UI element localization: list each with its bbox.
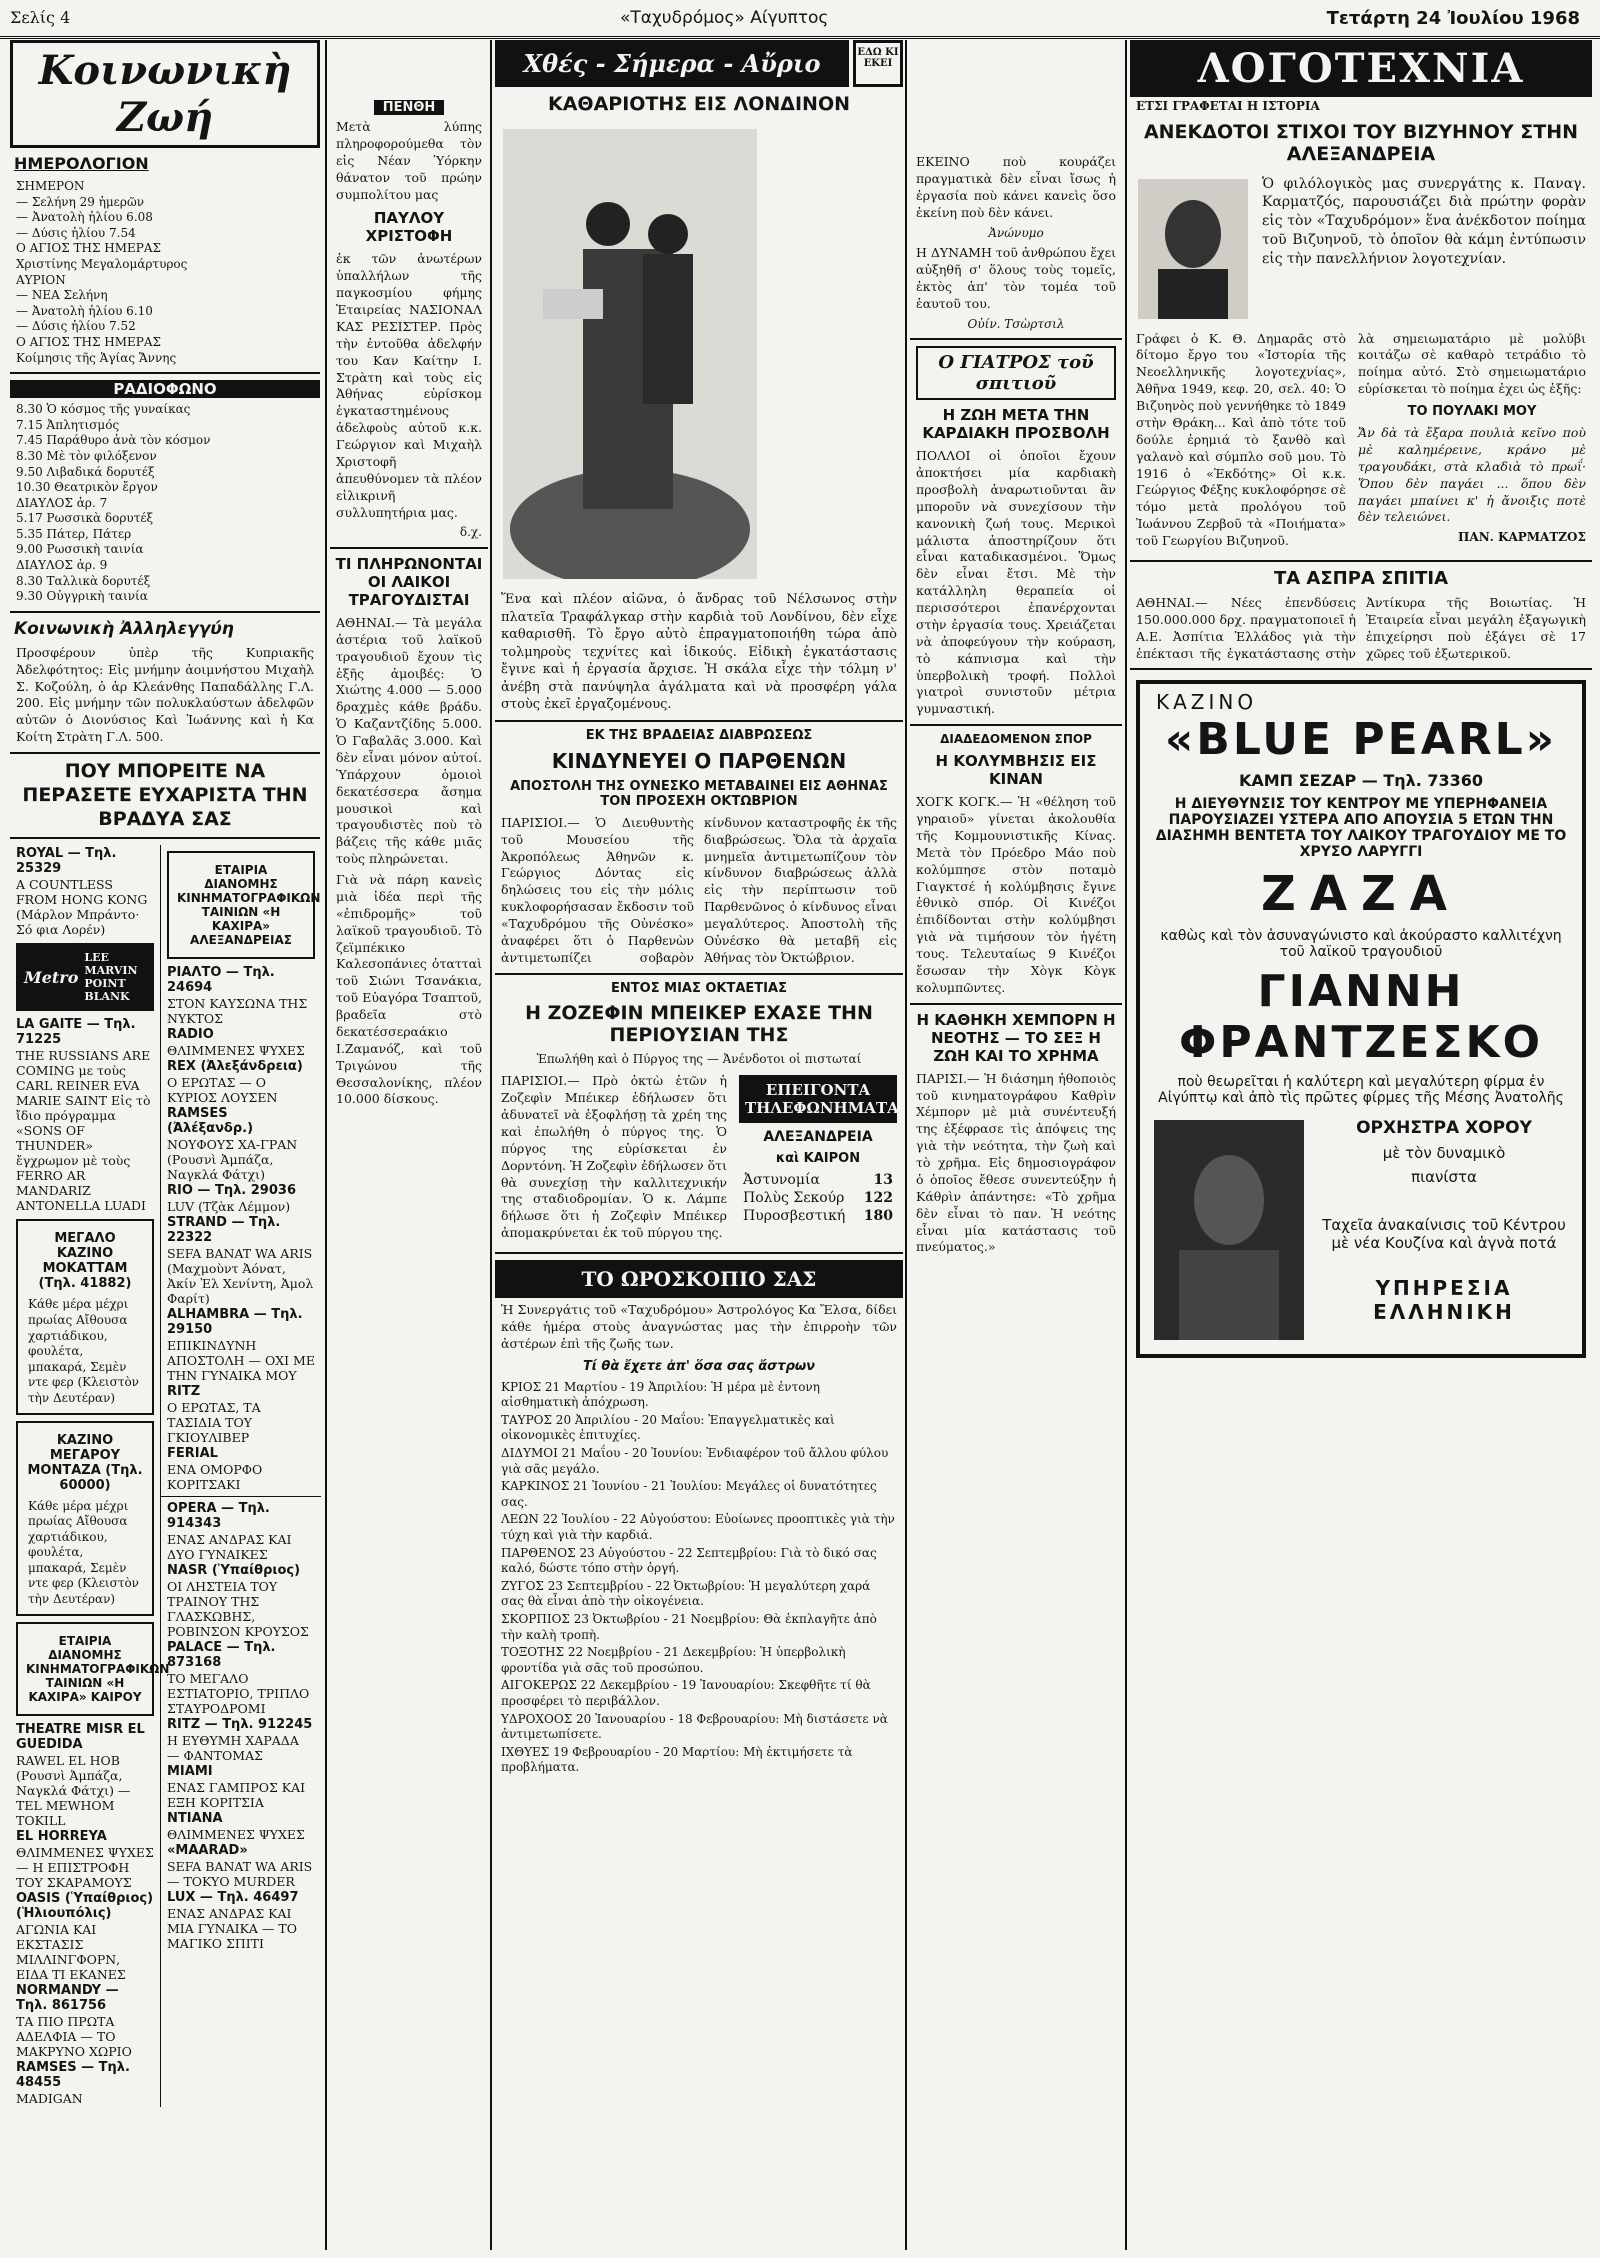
radio-line: 9.50 Λιβαδικά δορυτέξ — [16, 464, 155, 479]
newspaper-name: «Ταχυδρόμος» Αίγυπτος — [620, 8, 829, 28]
emergency-phones-box — [733, 1069, 903, 1246]
radio-line: 9.30 Οὐγγρικὴ ταινία — [16, 589, 148, 604]
cinema-film: ΟΙ ΛΗΣΤΕΙΑ ΤΟΥ ΤΡΑΙΝΟΥ ΤΗΣ ΓΛΑΣΚΩΒΗΣ, ΡΟΒΙΝΣΟΝ ΚΡΟΥΣΟΣ — [167, 1579, 309, 1640]
phones-city-1: ΑΛΕΞΑΝΔΡΕΙΑ — [763, 1129, 873, 1146]
cinema-film: ΑΓΩΝΙΑ ΚΑΙ ΕΚΣΤΑΣΙΣ ΜΙΛΛΙΝΓΦΟΡΝ, ΕΙΔΑ ΤΙ ΕΚΑΝΕΣ — [16, 1921, 126, 1982]
calendar-line: Χριστίνης Μεγαλομάρτυρος — [16, 256, 188, 271]
column-rule — [490, 40, 492, 2250]
calendar-line: ΑΥΡΙΟΝ — [16, 272, 66, 287]
kahira-cairo-box — [16, 1622, 170, 1716]
radio-line: 7.15 Ἀπλητισμός — [16, 417, 120, 432]
baker-row — [495, 1069, 903, 1246]
baker-subtitle: Ἐπωλήθη καὶ ὁ Πύργος της — Ἀνένδοτοι οἱ πιστωταί — [536, 1051, 862, 1066]
column-rule — [325, 40, 327, 2250]
blue-pearl-star2-line1: ΓΙΑΝΝΗ — [1257, 966, 1465, 1018]
cinema-film: Ο ΕΡΩΤΑΣ, ΤΑ ΤΑΣΙΔΙΑ ΤΟΥ ΓΚΙΟΥΛΙΒΕΡ — [167, 1400, 261, 1446]
listings-row — [10, 845, 320, 2106]
mourning-text: Μετὰ λύπης πληροφορούμεθα τὸν εἰς Νέαν Ὑόρκην θάνατον τοῦ πρώην συμπολίτου μας — [336, 119, 482, 202]
cinema-name: RAMSES (Ἀλέξανδρ.) — [167, 1106, 254, 1137]
london-story-title: ΚΑΘΑΡΙΟΤΗΣ ΕΙΣ ΛΟΝΔΙΝΟΝ — [547, 93, 850, 115]
horoscope-sign: ΖΥΓΟΣ 23 Σεπτεμβρίου - 22 Ὀκτωβρίου: Ἡ μεγαλύτερη χαρά σας θὰ εἶναι ἀπὸ τὴν οἰκογένεια. — [501, 1578, 871, 1609]
radio-line: 9.00 Ρωσσικὴ ταινία — [16, 542, 144, 557]
poem-sign: ΠΑΝ. ΚΑΡΜΑΤΖΟΣ — [1458, 530, 1586, 545]
calendar-line: — Σελήνη 29 ἡμερῶν — [16, 194, 145, 209]
phone-row — [743, 1190, 893, 1206]
cinema-name: OPERA — Τηλ. 914343 — [167, 1501, 270, 1532]
blue-pearl-star: ΖΑΖΑ — [1261, 866, 1461, 923]
blue-pearl-name: «BLUE PEARL» — [1164, 714, 1558, 766]
phones-list — [733, 1172, 903, 1224]
horoscope-sign: ΠΑΡΘΕΝΟΣ 23 Αὐγούστου - 22 Σεπτεμβρίου: Γιὰ τὸ δικό σας καλό, δώστε τόπο στὴν ὀργή. — [501, 1545, 877, 1576]
kahira-alex-title: ΕΤΑΙΡΙΑ ΔΙΑΝΟΜΗΣ ΚΙΝΗΜΑΤΟΓΡΑΦΙΚΩΝ ΤΑΙΝΙΩΝ «Η ΚΑΧΙΡΑ» ΑΛΕΞΑΝΔΡΕΙΑΣ — [177, 863, 321, 948]
phones-city-2: καὶ ΚΑΙΡΟΝ — [775, 1151, 861, 1167]
cairo-cinema-list — [10, 1722, 160, 2106]
where-to-go-title: ΠΟΥ ΜΠΟΡΕΙΤΕ ΝΑ ΠΕΡΑΣΕΤΕ ΕΥΧΑΡΙΣΤΑ ΤΗΝ ΒΡΑΔΥΑ ΣΑΣ — [22, 760, 308, 830]
parthenon-kicker: ΕΚ ΤΗΣ ΒΡΑΔΕΙΑΣ ΔΙΑΒΡΩΣΕΩΣ — [585, 727, 813, 743]
radio-line: 10.30 Θεατρικὸν ἔργον — [16, 480, 158, 495]
emergency-phones-banner: ΕΠΕΙΓΟΝΤΑ ΤΗΛΕΦΩΝΗΜΑΤΑ — [739, 1075, 897, 1123]
london-caption: Ἕνα καὶ πλέον αἰῶνα, ὁ ἄνδρας τοῦ Νέλσωνος στὴν πλατεῖα Τραφάλγκαρ στὴν καρδιὰ τοῦ Λονδίνου, δὲν εἶχε καθαρισθῆ. Τὸ ἔργο αὐτὸ ἐπραγματοποιήθη τώρα ἀπὸ τολμηροὺς τεχνίτες καὶ ἰδικούς. Εἰδικὴ ἐγκατάστασις ἔγινε καὶ ἡ ἐργασία ἄρχισε. Ἡ σκάλα εἶχε τὴν τόλμη ν' ἀνέβη στὰ πανύψηλα ἀγάλματα καὶ νὰ προσφέρη γάλα στοὺς ἐκεῖ ἐργαζομένους. — [501, 592, 897, 713]
singers-pay-text: ΑΘΗΝΑΙ.— Τὰ μεγάλα ἀστέρια τοῦ λαϊκοῦ τραγουδιοῦ ἔχουν τὶς ἑξῆς ἀμοιβές: Ὁ Χιώτης 4.000 — 5.000 δραχμὲς κάθε βράδυ. Ὁ Καζαντζίδης 5.000. Ὁ Γαβαλᾶς 3.000. Καὶ δὲν εἶναι μόνον αὐτοί. Ὑπάρχουν ὁμοιοὶ δεκατέσσερα ἄσημα μουσικοὶ καὶ τραγουδιστὲς ποὺ τὸ βάζεις τῆς κάθε μιᾶς τοὺς πληρώνεται. — [336, 614, 482, 867]
mourning-text-2: ἐκ τῶν ἀνωτέρων ὑπαλλήλων τῆς παγκοσμίου φήμης Ἑταιρείας ΝΑΣΙΟΝΑΛ ΚΑΣ ΡΕΣΙΣΤΕΡ. Πρὸς τὴν ἐντοῦθα ἀδελφήν του Καν Καίτην Ι. Στρὰτη καὶ τοὺς εἰς Ἀθήνας εὑρίσκομ ἐγκαταστημένους ἀδελφοὺς αὐτοῦ κ.κ. Γεώργιον καὶ Μιχαὴλ Χριστοφῆ ἀπευθύνομεν τὰ πλέον εἰλικρινῆ συλλυπητήρια μας. — [336, 251, 482, 520]
cinema-film: Η ΕΥΘΥΜΗ ΧΑΡΑΔΑ — ΦΑΝΤΟΜΑΣ — [167, 1733, 299, 1764]
cinema-name: NASR (Ὑπαίθριος) — [167, 1563, 301, 1579]
column-rule — [1125, 40, 1127, 2250]
pianist-illustration — [1154, 1120, 1304, 1340]
solidarity-text: Προσφέρουν ὑπὲρ τῆς Κυπριακῆς Ἀδελφότητος: Εἰς μνήμην ἀοιμνήστου Μιχαὴλ Σ. Κοζούλη, ὁ ἀρ Κλεάνθης Παπαδάλλης Γ.Λ. 200. Εἰς μνήμην τῶν πολυκλαύστων ἀδελφῶν αὐτῶν ὁ Διονύσιος Καὶ Ἰωάννης καὶ ἡ Κα Κοίτη Στρὰτη Γ.Λ. 500. — [16, 644, 314, 745]
phone-row — [743, 1172, 893, 1188]
cinema-name: MIAMI — [167, 1764, 213, 1780]
cinema-film: MADIGAN — [16, 2090, 83, 2106]
portrait-illustration — [1138, 179, 1248, 319]
cairo-cinema-list-2 — [161, 1501, 321, 1951]
nelson-statue-illustration — [503, 129, 757, 579]
vizyinos-portrait — [1138, 179, 1248, 319]
singers-pay-text-2: Γιὰ νὰ πάρη κανεὶς μιὰ ἰδέα περὶ τῆς «ἐπιδρομῆς» τοῦ λαϊκοῦ τραγουδιοῦ. Τὸ ζεϊμπέκικο Καλεσοπάνιες ὀτατταὶ τοῦ Σιώνι Τσανάκια, τοῦ Εὐαγόρα Τσαπτοῦ, βραδεῖα στὸ δεκατέσσεραάκιο Ι.Ζαμανόζ, καὶ τοῦ Τριγώνου τῆς Θεσσαλονίκης, πλέον 10.000 δίσκους. — [336, 872, 482, 1107]
cinema-film: ΕΝΑΣ ΑΝΔΡΑΣ ΚΑΙ ΔΥΟ ΓΥΝΑΙΚΕΣ — [167, 1532, 292, 1563]
cinema-film: ΣΤΟΝ ΚΑΥΣΩΝΑ ΤΗΣ ΝΥΚΤΟΣ — [167, 996, 308, 1027]
calendar-line: — Δύσις ἡλίου 7.52 — [16, 319, 136, 334]
orchestra-title: ΟΡΧΗΣΤΡΑ ΧΟΡΟΥ — [1356, 1118, 1532, 1139]
cinema-la-gaite-film: THE RUSSIANS ARE COMING με τοὺς CARL REINER EVA MARIE SAINT Εἰς τὸ ἴδιο πρόγραμμα «SONS OF THUNDER» ἔγχρωμον μὲ τοὺς FERRO AR MANDARIZ ANTONELLA LUADI — [16, 1048, 151, 1214]
phone-row — [743, 1208, 893, 1224]
cinema-name: FERIAL — [167, 1446, 218, 1462]
phone-number: 122 — [863, 1190, 893, 1207]
calendar-list — [10, 179, 320, 366]
calendar-line: — Ἀνατολὴ ἡλίου 6.10 — [16, 303, 153, 318]
radio-line: 8.30 Μὲ τὸν φιλόξενον — [16, 448, 157, 463]
phone-label: Πολὺς Σεκούρ — [743, 1190, 845, 1207]
blue-pearl-address: ΚΑΜΠ ΣΕΖΑΡ — Τηλ. 73360 — [1238, 771, 1484, 791]
metro-badge: Metro — [24, 967, 79, 987]
cinema-name: STRAND — Τηλ. 22322 — [167, 1215, 281, 1246]
cinema-film: SEFA BANAT WA ARIS (Μαχμοὺντ Ἀόνατ, Ἀκίν Ἐλ Χενίντη, Ἀμολ Φαρίτ) — [167, 1246, 314, 1307]
orchestra-line-2: μὲ τὸν δυναμικὸ — [1382, 1144, 1506, 1163]
cinema-film: ΕΠΙΚΙΝΔΥΝΗ ΑΠΟΣΤΟΛΗ — ΟΧΙ ΜΕ ΤΗΝ ΓΥΝΑΙΚΑ ΜΟΥ — [167, 1338, 315, 1384]
radio-title: ΡΑΔΙΟΦΩΝΟ — [10, 380, 320, 398]
yesterday-today-banner-row — [495, 40, 903, 87]
blue-pearl-kazino: ΚΑΖΙΝΟ — [1156, 690, 1258, 715]
blue-pearl-bottom — [1146, 1112, 1576, 1348]
cinema-film: ΤΑ ΠΙΟ ΠΡΩΤΑ ΑΔΕΛΦΙΑ — ΤΟ ΜΑΚΡΥΝΟ ΧΩΡΙΟ — [16, 2013, 132, 2059]
radio-line: 5.17 Ρωσσικὰ δορυτέξ — [16, 511, 154, 526]
horoscope-sign: ΚΡΙΟΣ 21 Μαρτίου - 19 Ἀπριλίου: Ἡ μέρα μὲ ἐντονη αἰσθηματικὴ ἀπόχρωση. — [501, 1379, 820, 1410]
greek-service: ΥΠΗΡΕΣΙΑ ΕΛΛΗΝΙΚΗ — [1373, 1276, 1515, 1325]
cinema-film: ΘΛΙΜΜΕΝΕΣ ΨΥΧΕΣ — Η ΕΠΙΣΤΡΟΦΗ ΤΟΥ ΣΚΑΡΑΜΟΥΣ — [16, 1844, 154, 1890]
cinema-name: RIO — Τηλ. 29036 — [167, 1183, 296, 1199]
sport-title: Η ΚΟΛΥΜΒΗΣΙΣ ΕΙΣ ΚΙΝΑΝ — [935, 752, 1097, 789]
cinema-name: LUX — Τηλ. 46497 — [167, 1890, 299, 1906]
literature-title: ΑΝΕΚΔΟΤΟΙ ΣΤΙΧΟΙ ΤΟΥ ΒΙΖΥΗΝΟΥ ΣΤΗΝ ΑΛΕΞΑΝΔΡΕΙΑ — [1143, 120, 1579, 165]
baker-kicker: ΕΝΤΟΣ ΜΙΑΣ ΟΚΤΑΕΤΙΑΣ — [611, 980, 787, 996]
cinema-film: ΕΝΑΣ ΓΑΜΠΡΟΣ ΚΑΙ ΕΞΗ ΚΟΡΙΤΣΙΑ — [167, 1780, 306, 1811]
hepburn-title: Η ΚΑΘΗΚΗ ΧΕΜΠΟΡΝ Η ΝΕΟΤΗΣ — ΤΟ ΣΕΞ Η ΖΩΗ ΚΑΙ ΤΟ ΧΡΗΜΑ — [916, 1010, 1116, 1065]
issue-date: Τετάρτη 24 Ἰουλίου 1968 — [1326, 8, 1580, 29]
cinema-name: RITZ — Τηλ. 912245 — [167, 1717, 313, 1733]
horoscope-sign: ΚΑΡΚΙΝΟΣ 21 Ἰουνίου - 21 Ἰουλίου: Μεγάλες οἱ δυνατότητες σας. — [501, 1479, 877, 1509]
cinema-la-gaite: LA GAITE — Τηλ. 71225 — [16, 1017, 136, 1048]
kahira-cairo-title: ΕΤΑΙΡΙΑ ΔΙΑΝΟΜΗΣ ΚΙΝΗΜΑΤΟΓΡΑΦΙΚΩΝ ΤΑΙΝΙΩΝ «Η ΚΑΧΙΡΑ» ΚΑΙΡΟΥ — [26, 1633, 170, 1704]
cinema-royal: ROYAL — Τηλ. 25329 — [16, 846, 117, 877]
quote-2: Η ΔΥΝΑΜΗ τοῦ ἀνθρώπου ἔχει αὐξηθῆ σ' ὅλους τοὺς τομεῖς, ἐκτὸς ἀπ' τὸν τομέα τοῦ ἑαυτοῦ του. — [916, 245, 1116, 311]
cinema-film: ΕΝΑΣ ΑΝΔΡΑΣ ΚΑΙ ΜΙΑ ΓΥΝΑΙΚΑ — ΤΟ ΜΑΓΙΚΟ ΣΠΙΤΙ — [167, 1906, 297, 1952]
horoscope-sign: ΔΙΔΥΜΟΙ 21 Μαΐου - 20 Ἰουνίου: Ἐνδιαφέρον τοῦ ἄλλου φύλου γιὰ σᾶς μεγάλο. — [501, 1446, 889, 1476]
poem-title: ΤΟ ΠΟΥΛΑΚΙ ΜΟΥ — [1407, 404, 1537, 420]
radio-line: 7.45 Παράθυρο ἀνὰ τὸν κόσμον — [16, 433, 211, 448]
parthenon-text: ΠΑΡΙΣΙΟΙ.— Ὁ Διευθυντὴς τοῦ Μουσείου τῆς Ἀκροπόλεως Ἀθηνῶν κ. Γεώργιος Δόντας εἰς δηλώσεις του εἰς τὴν μόλις κυκλοφορήσασαν ἔκδοσιν τοῦ «Ταχυδρόμου τῆς Οὐνέσκο» ἀναφέρει ὅτι ὁ Παρθενὼν ἀντιμετωπίζει σοβαρὸν κίνδυνον καταστροφῆς ἐκ τῆς διαβρώσεως. Ὅλα τὰ ἀρχαῖα μνημεῖα ἀντιμετωπίζουν τὸν κίνδυνον διαβρώσεως ἀλλὰ εἰς τὴν περίπτωσιν τοῦ Παρθενῶνος ὁ κίνδυνος εἶναι μεγαλύτερος. Ἀποστολὴ τῆς Οὐνέσκο θὰ μεταβῆ εἰς Ἀθήνας τὸν Ὀκτώβριον. — [501, 814, 897, 965]
doctor-banner: Ο ΓΙΑΤΡΟΣ τοῦ σπιτιοῦ — [916, 346, 1116, 400]
kazino-mokattam-title: ΜΕΓΑΛΟ ΚΑΖΙΝΟ ΜΟΚΑΤΤΑΜ (Τηλ. 41882) — [38, 1231, 132, 1292]
cinema-name: ΝΤΙΑΝΑ — [167, 1811, 223, 1827]
cinema-name: ALHAMBRA — Τηλ. 29150 — [167, 1307, 303, 1338]
nelson-statue-photo — [503, 129, 757, 579]
calendar-line: Ο ΑΓΙΟΣ ΤΗΣ ΗΜΕΡΑΣ — [16, 334, 162, 349]
blue-pearl-text-2: καθὼς καὶ τὸν ἀσυναγώνιστο καὶ ἀκούραστο καλλιτέχνη τοῦ λαϊκοῦ τραγουδιοῦ — [1160, 928, 1562, 961]
literature-body — [1130, 327, 1592, 554]
doctor-title: Η ΖΩΗ ΜΕΤΑ ΤΗΝ ΚΑΡΔΙΑΚΗ ΠΡΟΣΒΟΛΗ — [922, 406, 1110, 443]
cinema-film: ΤΟ ΜΕΓΑΛΟ ΕΣΤΙΑΤΟΡΙΟ, ΤΡΙΠΛΟ ΣΤΑΥΡΟΔΡΟΜΙ — [167, 1671, 310, 1717]
hepburn-text: ΠΑΡΙΣΙ.— Ἡ διάσημη ἠθοποιὸς τοῦ κινηματογράφου Καθρὶν Χέμπορν μὲ μιὰ συνέντευξή της ἐξέφρασε τὶς ἀπόψεις της γιὰ τὴν νεότητα, τὴν ζωὴ καὶ τὸ χρῆμα. Εἰς δημοσιογράφον ὁ ὁποῖος ἔθεσε συνεντεύξην ἡ Κάθρὶν ἀπάντησε: «Τὸ χρῆμα δὲν εἶναι τὸ παν. Ἡ νεότης εἶναι μία κατάστασις τοῦ πνεύματος.» — [916, 1070, 1116, 1255]
renovation-text: Ταχεῖα ἀνακαίνισις τοῦ Κέντρου μὲ νέα Κουζίνα καὶ ἁγνὰ ποτά — [1322, 1216, 1566, 1253]
horoscope-sign: ΤΑΥΡΟΣ 20 Ἀπριλίου - 20 Μαΐου: Ἐπαγγελματικὲς καὶ οἰκονομικὲς ἐπιτυχίες. — [501, 1412, 835, 1443]
quote-1: ΕΚΕΙΝΟ ποὺ κουράζει πραγματικὰ δὲν εἶναι ἴσως ἡ ἐργασία ποὺ κάνει κανεὶς ὅσο ἐκείνη ποὺ δὲν κάνει. — [916, 154, 1116, 220]
cinema-name: ΡΙΑΛΤΟ — Τηλ. 24694 — [167, 965, 275, 996]
pianist-photo — [1154, 1120, 1304, 1340]
phone-label: Πυροσβεστική — [743, 1208, 846, 1225]
quotes-doctor-column — [910, 150, 1122, 1260]
calendar-line: — Δύσις ἡλίου 7.54 — [16, 225, 136, 240]
cinema-film: SEFA BANAT WA ARIS — TOKYO MURDER — [167, 1859, 313, 1890]
cinema-name: «MAARAD» — [167, 1843, 248, 1859]
cinema-name: EL HORREYA — [16, 1828, 107, 1844]
phone-label: Ἀστυνομία — [743, 1172, 820, 1189]
column-rule — [905, 40, 907, 2250]
horoscope-sign: ΙΧΘΥΕΣ 19 Φεβρουαρίου - 20 Μαρτίου: Μὴ ἐκτιμήσετε τὰ προβλήματα. — [501, 1744, 853, 1775]
radio-list — [10, 402, 320, 605]
literature-banner: ΛΟΓΟΤΕΧΝΙΑ — [1130, 40, 1592, 97]
kazino-montaza-text: Κάθε μέρα μέχρι πρωίας Αἴθουσα χαρτιάδικου, φουλέτα, μπακαρά, Σεμὲν ντε φερ (Κλειστὸν τὴν Δευτέραν) — [28, 1498, 139, 1607]
mourning-name: ΠΑΥΛΟΥ ΧΡΙΣΤΟΦΗ — [365, 209, 453, 246]
cinema-name: RADIO — [167, 1027, 214, 1043]
mourning-column — [330, 100, 488, 1112]
phone-number: 180 — [863, 1208, 893, 1225]
cinema-film: LUV (Τζὰκ Λέμμον) — [167, 1199, 291, 1215]
yesterday-today-column — [495, 40, 903, 1778]
calendar-title: ΗΜΕΡΟΛΟΓΙΟΝ — [14, 154, 149, 173]
baker-title: Η ΖΟΖΕΦΙΝ ΜΠΕΙΚΕΡ ΕΧΑΣΕ ΤΗΝ ΠΕΡΙΟΥΣΙΑΝ ΤΗΣ — [525, 1001, 873, 1046]
radio-line: ΔΙΑΥΛΟΣ ἀρ. 9 — [16, 558, 108, 573]
parthenon-subtitle: ΑΠΟΣΤΟΛΗ ΤΗΣ ΟΥΝΕΣΚΟ ΜΕΤΑΒΑΙΝΕΙ ΕΙΣ ΑΘΗΝΑΣ ΤΟΝ ΠΡΟΣΕΧΗ ΟΚΤΩΒΡΙΟΝ — [510, 778, 888, 809]
kahira-alex-box — [167, 851, 321, 959]
mourning-title: ΠΕΝΘΗ — [374, 100, 444, 115]
metro-film: LEE MARVIN POINT BLANK — [84, 951, 138, 1004]
horoscope-sign: ΑΙΓΟΚΕΡΩΣ 22 Δεκεμβρίου - 19 Ἰανουαρίου: Σκεφθῆτε τί θὰ προσφέρει τὸ περιβάλλον. — [501, 1678, 871, 1708]
kazino-montaza-ad — [16, 1421, 154, 1616]
page-number: Σελίς 4 — [10, 8, 71, 27]
phone-number: 13 — [873, 1172, 893, 1189]
calendar-line: — ΝΕΑ Σελήνη — [16, 288, 108, 303]
kazino-montaza-title: ΚΑΖΙΝΟ ΜΕΓΑΡΟΥ ΜΟΝΤΑΖΑ (Τηλ. 60000) — [27, 1432, 143, 1493]
sport-text: ΧΟΓΚ ΚΟΓΚ.— Ἡ «θέληση τοῦ γηραιοῦ» γίνεται ἀκολουθία τῆς Κομμουνιστικῆς Κίνας. Μετὰ τὸν Πρόεδρο Μάο ποὺ κολύμπησε στὸν ποταμὸ Γιαγκτσέ ἡ κολύμβησις ἔγινε ἐθνικὸ σπόρ. Οἱ Κινέζοι ἐπιδίδονται στὴν κολύμβησι γιὰ νὰ τιμήσουν τὸν ἡγέτη τους. Τελευταίως 9 Κινέζοι ἔσωσαν τὴν Χὸγκ Κὸγκ κολυμπῶντες. — [916, 794, 1116, 995]
singers-pay-title: ΤΙ ΠΛΗΡΩΝΟΝΤΑΙ ΟΙ ΛΑΙΚΟΙ ΤΡΑΓΟΥΔΙΣΤΑΙ — [335, 554, 483, 609]
cinema-name: REX (Ἀλεξάνδρεια) — [167, 1059, 303, 1075]
metro-ad — [16, 943, 154, 1011]
short-column-filler — [765, 121, 903, 587]
orchestra-line-3: πιανίστα — [1411, 1168, 1477, 1187]
cinema-name: OASIS (Ὑπαίθριος) (Ἡλιουπόλις) — [16, 1890, 154, 1921]
cinema-film: ΘΛΙΜΜΕΝΕΣ ΨΥΧΕΣ — [167, 1827, 305, 1843]
mourning-sign: δ.χ. — [459, 525, 482, 540]
horoscope-sign: ΤΟΞΟΤΗΣ 22 Νοεμβρίου - 21 Δεκεμβρίου: Ἡ ὑπερβολικὴ φροντίδα γιὰ σᾶς τοῦ προσώπου. — [501, 1645, 846, 1675]
literature-column — [1130, 40, 1592, 1368]
radio-line: ΔΙΑΥΛΟΣ ἀρ. 7 — [16, 495, 108, 510]
cinema-name: RITZ — [167, 1384, 201, 1400]
social-life-banner: Κοινωνικὴ Ζωή — [10, 40, 320, 148]
horoscope-intro: Ἡ Συνεργάτις τοῦ «Ταχυδρόμου» Ἀστρολόγος Κα Ἔλσα, δίδει κάθε ἡμέρα στοὺς ἀναγνώστας μας τὴν ἐπιρροὴν τῶν ἀστέρων ἐπὶ τῆς ζωῆς των. — [501, 1302, 897, 1351]
poem-text: Ἄν δὰ τὰ ἔξαρα πουλιὰ κεῖνο ποὺ μὲ καλημέρεινε, κράνο μὲ τραγουδάκι, στὰ κλαδιὰ τὸ πρωΐ· Ὅπου δὲν παγάει ... ὅπου δὲν παγάει μπαίνει κ' ἡ ἄνοιξις ποτὲ δὲν τελειώνει. — [1358, 425, 1586, 525]
cinema-name: RAMSES — Τηλ. 48455 — [16, 2059, 130, 2090]
radio-line: 8.30 Ταλλικὰ δορυτέξ — [16, 573, 151, 588]
white-houses-title: ΤΑ ΑΣΠΡΑ ΣΠΙΤΙΑ — [1273, 567, 1449, 589]
blue-pearl-star2-line2: ΦΡΑΝΤΖΕΣΚΟ — [1178, 1017, 1544, 1069]
horoscope-list — [495, 1380, 903, 1776]
cinema-film: ΝΟΥΦΟΥΣ ΧΑ-ΓΡΑΝ (Ρουσνὶ Ἀμπάζα, Ναγκλά Φάτχι) — [167, 1137, 298, 1183]
horoscope-banner: ΤΟ ΩΡΟΣΚΟΠΙΟ ΣΑΣ — [495, 1260, 903, 1298]
calendar-line: Ο ΑΓΙΟΣ ΤΗΣ ΗΜΕΡΑΣ — [16, 241, 162, 256]
horoscope-head: Τί θὰ ἔχετε ἀπ' ὅσα σας ἄστρων — [582, 1358, 816, 1374]
literature-kicker: ΕΤΣΙ ΓΡΑΦΕΤΑΙ Η ΙΣΤΟΡΙΑ — [1136, 99, 1320, 113]
parthenon-title: ΚΙΝΔΥΝΕΥΕΙ Ο ΠΑΡΘΕΝΩΝ — [551, 748, 847, 773]
cinema-film: RAWEL EL HOB (Ρουσνὶ Ἀμπάζα, Ναγκλά Φάτχι) — TEL MEWHOM TOKILL — [16, 1752, 131, 1828]
blue-pearl-ad — [1136, 680, 1586, 1358]
blue-pearl-announcement: Η ΔΙΕΥΘΥΝΣΙΣ ΤΟΥ ΚΕΝΤΡΟΥ ΜΕ ΥΠΕΡΗΦΑΝΕΙΑ ΠΑΡΟΥΣΙΑΖΕΙ ΥΣΤΕΡΑ ΑΠΟ ΑΠΟΥΣΙΑ 5 ΕΤΩΝ ΤΗΝ ΔΙΑΣΗΜΗ ΒΕΝΤΕΤΑ ΤΟΥ ΛΑΙΚΟΥ ΤΡΑΓΟΥΔΙΟΥ ΜΕ ΤΟ ΧΡΥΣΟ ΛΑΡΥΓΓΙ — [1155, 796, 1567, 861]
horoscope-sign: ΛΕΩΝ 22 Ἰουλίου - 22 Αὐγούστου: Εὐοίωνες προοπτικὲς γιὰ τὴν τύχη καὶ γιὰ τὴν καρδιά. — [501, 1512, 895, 1543]
sport-kicker: ΔΙΑΔΕΔΟΜΕΝΟΝ ΣΠΟΡ — [940, 732, 1092, 747]
doctor-text: ΠΟΛΛΟΙ οἱ ὁποῖοι ἔχουν ἀποκτήσει μία καρδιακὴ προσβολὴ ἀναρωτιοῦνται ἂν μποροῦν νὰ συνεχίσουν τὴν κανονικὴ ζωή τους. Μερικοὶ μάλιστα ἀποστηρίζουν ὅτι εἶναι καταδικασμένοι. Ὅμως δὲν εἶναι ἔτσι. Μὲ τὴν κατάλληλη θεραπεία οἱ περισσότεροι ἐπανέρχονται στὴν ἐργασία τους. Χρειάζεται νὰ ἀποφεύγουν τὴν κούραση, τὸ κάπνισμα καὶ τὴν ὑπερβολικὴ τροφή. Πολλοὶ γιατροὶ συνιστοῦν μέτρια γυμναστική. — [916, 448, 1116, 717]
cinema-name: THEATRE MISR EL GUEDIDA — [16, 1721, 145, 1752]
kazino-mokattam-text: Κάθε μέρα μέχρι πρωίας Αἴθουσα χαρτιάδικου, φουλέτα, μπακαρά, Σεμὲν ντε φερ (Κλειστὸν τὴν Δευτέραν) — [28, 1297, 139, 1405]
listings-left — [10, 845, 170, 2106]
cinema-film: ΕΝΑ ΟΜΟΡΦΟ ΚΟΡΙΤΣΑΚΙ — [167, 1462, 263, 1493]
literature-intro: Ὁ φιλόλογικὸς μας συνεργάτης κ. Παναγ. Καρματζός, παρουσιάζει διὰ πρώτην φορὰν εἰς τὸν «Ταχυδρόμον» ἕνα ἀνέκδοτον ποίημα τοῦ Βιζυηνοῦ, τὸ ὁποῖον θὰ κάμη ἐντύπωσιν εἰς τὴν πανελλήνιον λογοτεχνίαν. — [1262, 175, 1586, 268]
listings-right — [160, 845, 321, 2106]
social-life-column — [10, 40, 320, 2107]
calendar-line: — Ἀνατολὴ ἡλίου 6.08 — [16, 210, 153, 225]
cinema-name: PALACE — Τηλ. 873168 — [167, 1640, 276, 1671]
horoscope-sign: ΥΔΡΟΧΟΟΣ 20 Ἰανουαρίου - 18 Φεβρουαρίου: Μὴ διστάσετε νὰ ἀντιμετωπίσετε. — [501, 1711, 888, 1742]
horoscope-sign: ΣΚΟΡΠΙΟΣ 23 Ὀκτωβρίου - 21 Νοεμβρίου: Θὰ ἐκπλαγῆτε ἀπὸ τὴν καλὴ τροπὴ. — [501, 1611, 877, 1642]
yesterday-today-banner: Χθές - Σήμερα - Αὔριο — [495, 40, 849, 87]
radio-line: 5.35 Πάτερ, Πάτερ — [16, 526, 132, 541]
masthead-strip — [0, 0, 1600, 39]
solidarity-title: Κοινωνικὴ Ἀλληλεγγύη — [14, 618, 234, 639]
london-story — [495, 121, 903, 587]
literature-text-2: λὰ σημειωματάριο μὲ μολύβι κοιτάζω σὲ καθαρὸ τετράδιο τὸ ποίημα αὐτό. Στὸ σημειωματάριο εὑρίσκεται τὸ ποίημα ἐχει ὡς ἑξῆς: — [1358, 330, 1586, 397]
blue-pearl-text-3: ποὺ θεωρεῖται ἡ καλύτερη καὶ μεγαλύτερη φίρμα ἐν Αἰγύπτῳ καὶ ἀπὸ τὶς πρῶτες φίρμες τῆς Μέσης Ἀνατολῆς — [1158, 1074, 1564, 1107]
cinema-film: ΘΛΙΜΜΕΝΕΣ ΨΥΧΕΣ — [167, 1043, 305, 1059]
literature-intro-row — [1130, 171, 1592, 327]
baker-text: ΠΑΡΙΣΙΟΙ.— Πρὸ ὀκτὼ ἐτῶν ἡ Ζοζεφὶν Μπέικερ ἐδήλωσεν ὅτι ἀδυνατεῖ νὰ ἐξοφλήσῃ τὰ χρέη της καὶ ἐπωλήθη ὁ πύργος της. Ὁ πύργος της εὑρίσκεται ἐν Δορντόνη. Ἡ Ζοζεφὶν ἐδήλωσεν ὅτι θὰ συνεχίσῃ τὴν καλλιτεχνικήν της σταδιοδρομίαν. Ὁ κ. Λάμπε δήλωσε ὅτι ἡ Ζοζεφὶν Μπέικερ ἀπομακρύνεται ἐκ τοῦ πύργου της. — [501, 1073, 727, 1241]
alex-cinema-list — [161, 965, 321, 1492]
here-there-badge: ΕΔΩ ΚΙ ΕΚΕΙ — [853, 40, 903, 87]
cinema-name: NORMANDY — Τηλ. 861756 — [16, 1982, 119, 2013]
calendar-line: Κοίμησις τῆς Ἁγίας Ἄννης — [16, 350, 177, 365]
radio-line: 8.30 Ὁ κόσμος τῆς γυναίκας — [16, 402, 191, 417]
cinema-royal-film: A COUNTLESS FROM HONG KONG (Μάρλον Μπράντο· Σό φια Λορέν) — [16, 877, 148, 938]
quote-1-sign: Ἀνώνυμο — [988, 225, 1044, 240]
literature-text-1: Γράφει ὁ Κ. Θ. Δημαρᾶς στὸ δίτομο ἔργο του «Ἱστορία τῆς Νεοελληνικῆς λογοτεχνίας», Ἀθῆνα 1949, κεφ. 20, σελ. 40: Ὁ Βιζυηνὸς ποὺ γεννήθηκε τὸ 1849 στὴν Θράκη... Καὶ ἀπὸ τότε τοῦ δούλε ἐρημιά τὸ ξανθὸ καὶ γαλανὸ καὶ σύμπλο σοῦ μου. Τὸ 1916 ὁ «Ἐκδότης» Οἱ κ.κ. Γεώργιος Φέξης κυκλοφόρησε σὲ τόμο μετὰ προλόγου τοῦ Ἰωάννου Ζερβοῦ τὰ «Ποιήματα» τοῦ Γεωργίου Βιζυηνοῦ. — [1136, 330, 1346, 549]
calendar-line: ΣΗΜΕΡΟΝ — [16, 179, 85, 193]
cinema-film: Ο ΕΡΩΤΑΣ — Ο ΚΥΡΙΟΣ ΛΟΥΣΕΝ — [167, 1075, 278, 1106]
kazino-mokattam-ad — [16, 1219, 154, 1414]
quote-2-sign: Οὐίν. Τσὼρτσιλ — [967, 316, 1065, 331]
white-houses-text: ΑΘΗΝΑΙ.— Νέες ἐπενδύσεις 150.000.000 δρχ. πραγματοποιεῖ ἡ Α.Ε. Ἀσπίτια Ἑλλάδος γιὰ τὴν ἐπέκτασι τῆς ἐγκατάστασης στὴν Ἀντίκυρα τῆς Βοιωτίας. Ἡ Ἑταιρεία εἶναι μεγάλη ἐξαγωγικὴ ἐπιχείρησι ποὺ ἐξάγει σὲ 17 χῶρες τοῦ ἐξωτερικοῦ. — [1136, 594, 1586, 661]
